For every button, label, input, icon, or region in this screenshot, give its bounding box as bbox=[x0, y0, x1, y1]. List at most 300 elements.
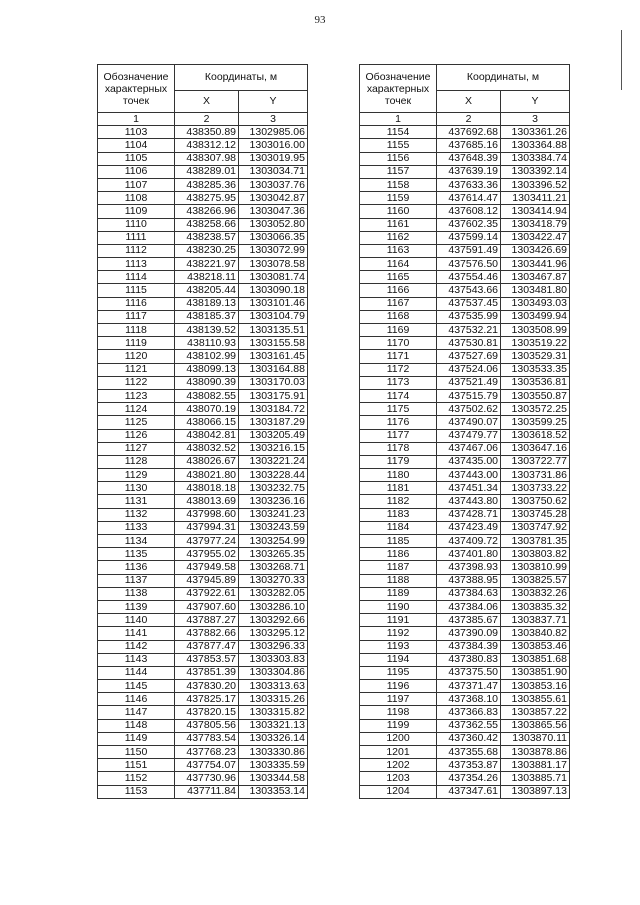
y-coordinate-cell: 1303205.49 bbox=[239, 429, 308, 442]
y-coordinate-cell: 1303810.99 bbox=[501, 561, 570, 574]
y-coordinate-cell: 1303835.32 bbox=[501, 600, 570, 613]
table-row bbox=[98, 495, 308, 508]
x-coordinate-cell: 438189.13 bbox=[175, 297, 239, 310]
point-id-cell: 1187 bbox=[360, 561, 437, 574]
point-id-cell: 1196 bbox=[360, 680, 437, 693]
x-coordinate-cell: 438275.95 bbox=[175, 192, 239, 205]
point-id-cell: 1193 bbox=[360, 640, 437, 653]
y-coordinate-cell: 1303034.71 bbox=[239, 165, 308, 178]
header-point-designation: Обозначение характерных точек bbox=[98, 65, 175, 113]
table-row bbox=[360, 785, 570, 798]
table-row bbox=[360, 442, 570, 455]
point-id-cell: 1194 bbox=[360, 653, 437, 666]
x-coordinate-cell: 437428.71 bbox=[437, 508, 501, 521]
point-id-cell: 1112 bbox=[98, 244, 175, 257]
point-id-cell: 1117 bbox=[98, 310, 175, 323]
table-row bbox=[98, 759, 308, 772]
header-coordinates: Координаты, м bbox=[175, 65, 308, 91]
x-coordinate-cell: 438289.01 bbox=[175, 165, 239, 178]
point-id-cell: 1179 bbox=[360, 455, 437, 468]
table-row bbox=[360, 772, 570, 785]
point-id-cell: 1127 bbox=[98, 442, 175, 455]
table-row bbox=[98, 178, 308, 191]
x-coordinate-cell: 437825.17 bbox=[175, 693, 239, 706]
point-id-cell: 1154 bbox=[360, 126, 437, 139]
y-coordinate-cell: 1303330.86 bbox=[239, 746, 308, 759]
x-coordinate-cell: 437945.89 bbox=[175, 574, 239, 587]
x-coordinate-cell: 438066.15 bbox=[175, 416, 239, 429]
point-id-cell: 1174 bbox=[360, 389, 437, 402]
point-id-cell: 1105 bbox=[98, 152, 175, 165]
table-row bbox=[98, 627, 308, 640]
y-coordinate-cell: 1303066.35 bbox=[239, 231, 308, 244]
table-row bbox=[98, 666, 308, 679]
point-id-cell: 1145 bbox=[98, 680, 175, 693]
table-row bbox=[98, 258, 308, 271]
table-row bbox=[98, 205, 308, 218]
y-coordinate-cell: 1303221.24 bbox=[239, 455, 308, 468]
table-row bbox=[98, 271, 308, 284]
point-id-cell: 1156 bbox=[360, 152, 437, 165]
table-row bbox=[360, 666, 570, 679]
point-id-cell: 1146 bbox=[98, 693, 175, 706]
point-id-cell: 1123 bbox=[98, 389, 175, 402]
y-coordinate-cell: 1303303.83 bbox=[239, 653, 308, 666]
table-row bbox=[360, 165, 570, 178]
point-id-cell: 1191 bbox=[360, 614, 437, 627]
x-coordinate-cell: 437633.36 bbox=[437, 178, 501, 191]
y-coordinate-cell: 1303878.86 bbox=[501, 746, 570, 759]
point-id-cell: 1153 bbox=[98, 785, 175, 798]
point-id-cell: 1177 bbox=[360, 429, 437, 442]
x-coordinate-cell: 437882.66 bbox=[175, 627, 239, 640]
x-coordinate-cell: 437443.80 bbox=[437, 495, 501, 508]
point-id-cell: 1126 bbox=[98, 429, 175, 442]
table-row bbox=[360, 152, 570, 165]
y-coordinate-cell: 1303135.51 bbox=[239, 324, 308, 337]
y-coordinate-cell: 1303296.33 bbox=[239, 640, 308, 653]
y-coordinate-cell: 1303042.87 bbox=[239, 192, 308, 205]
table-row bbox=[98, 297, 308, 310]
point-id-cell: 1133 bbox=[98, 521, 175, 534]
point-id-cell: 1155 bbox=[360, 139, 437, 152]
x-coordinate-cell: 438026.67 bbox=[175, 455, 239, 468]
y-coordinate-cell: 1303216.15 bbox=[239, 442, 308, 455]
point-id-cell: 1167 bbox=[360, 297, 437, 310]
point-id-cell: 1108 bbox=[98, 192, 175, 205]
x-coordinate-cell: 437685.16 bbox=[437, 139, 501, 152]
point-id-cell: 1180 bbox=[360, 469, 437, 482]
y-coordinate-cell: 1303016.00 bbox=[239, 139, 308, 152]
table-row bbox=[98, 350, 308, 363]
y-coordinate-cell: 1303104.79 bbox=[239, 310, 308, 323]
x-coordinate-cell: 437537.45 bbox=[437, 297, 501, 310]
table-row bbox=[98, 218, 308, 231]
x-coordinate-cell: 437754.07 bbox=[175, 759, 239, 772]
table-row bbox=[98, 165, 308, 178]
x-coordinate-cell: 438021.80 bbox=[175, 469, 239, 482]
x-coordinate-cell: 437532.21 bbox=[437, 324, 501, 337]
x-coordinate-cell: 437602.35 bbox=[437, 218, 501, 231]
point-id-cell: 1183 bbox=[360, 508, 437, 521]
y-coordinate-cell: 1303270.33 bbox=[239, 574, 308, 587]
y-coordinate-cell: 1303236.16 bbox=[239, 495, 308, 508]
point-id-cell: 1165 bbox=[360, 271, 437, 284]
x-coordinate-cell: 437354.26 bbox=[437, 772, 501, 785]
table-row bbox=[98, 469, 308, 482]
table-row bbox=[98, 746, 308, 759]
x-coordinate-cell: 438218.11 bbox=[175, 271, 239, 284]
y-coordinate-cell: 1303493.03 bbox=[501, 297, 570, 310]
table-row bbox=[360, 548, 570, 561]
table-body-left bbox=[98, 126, 308, 799]
point-id-cell: 1159 bbox=[360, 192, 437, 205]
table-row bbox=[360, 218, 570, 231]
y-coordinate-cell: 1303851.90 bbox=[501, 666, 570, 679]
header-y: Y bbox=[501, 90, 570, 112]
y-coordinate-cell: 1303499.94 bbox=[501, 310, 570, 323]
y-coordinate-cell: 1303536.81 bbox=[501, 376, 570, 389]
table-row bbox=[98, 442, 308, 455]
point-id-cell: 1172 bbox=[360, 363, 437, 376]
point-id-cell: 1201 bbox=[360, 746, 437, 759]
table-row bbox=[98, 363, 308, 376]
point-id-cell: 1114 bbox=[98, 271, 175, 284]
point-id-cell: 1158 bbox=[360, 178, 437, 191]
y-coordinate-cell: 1303519.22 bbox=[501, 337, 570, 350]
y-coordinate-cell: 1303047.36 bbox=[239, 205, 308, 218]
table-row bbox=[360, 561, 570, 574]
table-row bbox=[360, 126, 570, 139]
x-coordinate-cell: 438070.19 bbox=[175, 403, 239, 416]
x-coordinate-cell: 437451.34 bbox=[437, 482, 501, 495]
table-row bbox=[360, 706, 570, 719]
header-x: X bbox=[437, 90, 501, 112]
x-coordinate-cell: 438102.99 bbox=[175, 350, 239, 363]
x-coordinate-cell: 437385.67 bbox=[437, 614, 501, 627]
x-coordinate-cell: 437535.99 bbox=[437, 310, 501, 323]
x-coordinate-cell: 438205.44 bbox=[175, 284, 239, 297]
point-id-cell: 1175 bbox=[360, 403, 437, 416]
x-coordinate-cell: 437877.47 bbox=[175, 640, 239, 653]
table-row bbox=[360, 759, 570, 772]
point-id-cell: 1176 bbox=[360, 416, 437, 429]
point-id-cell: 1131 bbox=[98, 495, 175, 508]
point-id-cell: 1186 bbox=[360, 548, 437, 561]
point-id-cell: 1148 bbox=[98, 719, 175, 732]
x-coordinate-cell: 438032.52 bbox=[175, 442, 239, 455]
table-row bbox=[98, 429, 308, 442]
x-coordinate-cell: 437853.57 bbox=[175, 653, 239, 666]
point-id-cell: 1129 bbox=[98, 469, 175, 482]
table-row bbox=[98, 574, 308, 587]
y-coordinate-cell: 1303304.86 bbox=[239, 666, 308, 679]
point-id-cell: 1113 bbox=[98, 258, 175, 271]
x-coordinate-cell: 438350.89 bbox=[175, 126, 239, 139]
coordinates-table-right bbox=[359, 64, 570, 799]
y-coordinate-cell: 1303550.87 bbox=[501, 389, 570, 402]
x-coordinate-cell: 437384.39 bbox=[437, 640, 501, 653]
point-id-cell: 1190 bbox=[360, 600, 437, 613]
x-coordinate-cell: 438110.93 bbox=[175, 337, 239, 350]
table-row bbox=[98, 561, 308, 574]
x-coordinate-cell: 437851.39 bbox=[175, 666, 239, 679]
table-row bbox=[360, 139, 570, 152]
point-id-cell: 1107 bbox=[98, 178, 175, 191]
y-coordinate-cell: 1303170.03 bbox=[239, 376, 308, 389]
x-coordinate-cell: 437435.00 bbox=[437, 455, 501, 468]
y-coordinate-cell: 1303268.71 bbox=[239, 561, 308, 574]
y-coordinate-cell: 1303228.44 bbox=[239, 469, 308, 482]
y-coordinate-cell: 1303313.63 bbox=[239, 680, 308, 693]
x-coordinate-cell: 437527.69 bbox=[437, 350, 501, 363]
y-coordinate-cell: 1303855.61 bbox=[501, 693, 570, 706]
y-coordinate-cell: 1303533.35 bbox=[501, 363, 570, 376]
table-row bbox=[360, 178, 570, 191]
y-coordinate-cell: 1303733.22 bbox=[501, 482, 570, 495]
point-id-cell: 1202 bbox=[360, 759, 437, 772]
table-row bbox=[360, 508, 570, 521]
y-coordinate-cell: 1303254.99 bbox=[239, 535, 308, 548]
x-coordinate-cell: 437591.49 bbox=[437, 244, 501, 257]
table-row bbox=[360, 363, 570, 376]
point-id-cell: 1168 bbox=[360, 310, 437, 323]
y-coordinate-cell: 1303052.80 bbox=[239, 218, 308, 231]
x-coordinate-cell: 437366.83 bbox=[437, 706, 501, 719]
y-coordinate-cell: 1303164.88 bbox=[239, 363, 308, 376]
header-x: X bbox=[175, 90, 239, 112]
y-coordinate-cell: 1303750.62 bbox=[501, 495, 570, 508]
table-row bbox=[360, 416, 570, 429]
y-coordinate-cell: 1303422.47 bbox=[501, 231, 570, 244]
point-id-cell: 1116 bbox=[98, 297, 175, 310]
y-coordinate-cell: 1303418.79 bbox=[501, 218, 570, 231]
table-row bbox=[360, 732, 570, 745]
point-id-cell: 1151 bbox=[98, 759, 175, 772]
header-point-designation: Обозначение характерных точек bbox=[360, 65, 437, 113]
point-id-cell: 1109 bbox=[98, 205, 175, 218]
table-row bbox=[98, 389, 308, 402]
table-row bbox=[98, 455, 308, 468]
point-id-cell: 1122 bbox=[98, 376, 175, 389]
table-row bbox=[360, 627, 570, 640]
table-row bbox=[360, 324, 570, 337]
y-coordinate-cell: 1303825.57 bbox=[501, 574, 570, 587]
table-row bbox=[360, 192, 570, 205]
y-coordinate-cell: 1303832.26 bbox=[501, 587, 570, 600]
point-id-cell: 1106 bbox=[98, 165, 175, 178]
column-number-3: 3 bbox=[501, 113, 570, 126]
y-coordinate-cell: 1303865.56 bbox=[501, 719, 570, 732]
y-coordinate-cell: 1303853.46 bbox=[501, 640, 570, 653]
y-coordinate-cell: 1303241.23 bbox=[239, 508, 308, 521]
point-id-cell: 1147 bbox=[98, 706, 175, 719]
point-id-cell: 1160 bbox=[360, 205, 437, 218]
column-number-2: 2 bbox=[437, 113, 501, 126]
table-body-right bbox=[360, 126, 570, 799]
x-coordinate-cell: 437353.87 bbox=[437, 759, 501, 772]
table-row bbox=[360, 403, 570, 416]
y-coordinate-cell: 1303481.80 bbox=[501, 284, 570, 297]
table-row bbox=[360, 429, 570, 442]
y-coordinate-cell: 1303840.82 bbox=[501, 627, 570, 640]
y-coordinate-cell: 1303731.86 bbox=[501, 469, 570, 482]
x-coordinate-cell: 437409.72 bbox=[437, 535, 501, 548]
column-number-1: 1 bbox=[360, 113, 437, 126]
y-coordinate-cell: 1303232.75 bbox=[239, 482, 308, 495]
table-row bbox=[98, 324, 308, 337]
y-coordinate-cell: 1303885.71 bbox=[501, 772, 570, 785]
y-coordinate-cell: 1303265.35 bbox=[239, 548, 308, 561]
table-row bbox=[98, 508, 308, 521]
point-id-cell: 1136 bbox=[98, 561, 175, 574]
table-row bbox=[360, 535, 570, 548]
y-coordinate-cell: 1303467.87 bbox=[501, 271, 570, 284]
y-coordinate-cell: 1303441.96 bbox=[501, 258, 570, 271]
x-coordinate-cell: 437554.46 bbox=[437, 271, 501, 284]
x-coordinate-cell: 437371.47 bbox=[437, 680, 501, 693]
point-id-cell: 1164 bbox=[360, 258, 437, 271]
x-coordinate-cell: 437783.54 bbox=[175, 732, 239, 745]
x-coordinate-cell: 438221.97 bbox=[175, 258, 239, 271]
table-row bbox=[98, 139, 308, 152]
table-row bbox=[360, 297, 570, 310]
table-row bbox=[98, 693, 308, 706]
y-coordinate-cell: 1303295.12 bbox=[239, 627, 308, 640]
point-id-cell: 1169 bbox=[360, 324, 437, 337]
table-row bbox=[98, 231, 308, 244]
table-row bbox=[98, 403, 308, 416]
y-coordinate-cell: 1303321.13 bbox=[239, 719, 308, 732]
x-coordinate-cell: 438099.13 bbox=[175, 363, 239, 376]
point-id-cell: 1139 bbox=[98, 600, 175, 613]
table-row bbox=[98, 284, 308, 297]
point-id-cell: 1150 bbox=[98, 746, 175, 759]
x-coordinate-cell: 437639.19 bbox=[437, 165, 501, 178]
x-coordinate-cell: 437576.50 bbox=[437, 258, 501, 271]
y-coordinate-cell: 1303292.66 bbox=[239, 614, 308, 627]
table-row bbox=[98, 521, 308, 534]
y-coordinate-cell: 1303090.18 bbox=[239, 284, 308, 297]
x-coordinate-cell: 437998.60 bbox=[175, 508, 239, 521]
x-coordinate-cell: 437955.02 bbox=[175, 548, 239, 561]
point-id-cell: 1143 bbox=[98, 653, 175, 666]
point-id-cell: 1138 bbox=[98, 587, 175, 600]
y-coordinate-cell: 1303282.05 bbox=[239, 587, 308, 600]
table-row bbox=[360, 337, 570, 350]
y-coordinate-cell: 1303837.71 bbox=[501, 614, 570, 627]
y-coordinate-cell: 1303361.26 bbox=[501, 126, 570, 139]
table-row bbox=[360, 205, 570, 218]
y-coordinate-cell: 1303722.77 bbox=[501, 455, 570, 468]
table-row bbox=[360, 258, 570, 271]
y-coordinate-cell: 1303870.11 bbox=[501, 732, 570, 745]
x-coordinate-cell: 437730.96 bbox=[175, 772, 239, 785]
y-coordinate-cell: 1303353.14 bbox=[239, 785, 308, 798]
table-row bbox=[360, 521, 570, 534]
point-id-cell: 1125 bbox=[98, 416, 175, 429]
point-id-cell: 1171 bbox=[360, 350, 437, 363]
table-row bbox=[98, 337, 308, 350]
y-coordinate-cell: 1303396.52 bbox=[501, 178, 570, 191]
y-coordinate-cell: 1303508.99 bbox=[501, 324, 570, 337]
point-id-cell: 1121 bbox=[98, 363, 175, 376]
x-coordinate-cell: 437820.15 bbox=[175, 706, 239, 719]
x-coordinate-cell: 437922.61 bbox=[175, 587, 239, 600]
y-coordinate-cell: 1303857.22 bbox=[501, 706, 570, 719]
table-row bbox=[360, 482, 570, 495]
point-id-cell: 1157 bbox=[360, 165, 437, 178]
point-id-cell: 1135 bbox=[98, 548, 175, 561]
x-coordinate-cell: 438018.18 bbox=[175, 482, 239, 495]
point-id-cell: 1110 bbox=[98, 218, 175, 231]
table-row bbox=[360, 614, 570, 627]
y-coordinate-cell: 1303037.76 bbox=[239, 178, 308, 191]
x-coordinate-cell: 437648.39 bbox=[437, 152, 501, 165]
x-coordinate-cell: 437423.49 bbox=[437, 521, 501, 534]
point-id-cell: 1137 bbox=[98, 574, 175, 587]
table-row bbox=[360, 389, 570, 402]
y-coordinate-cell: 1303286.10 bbox=[239, 600, 308, 613]
table-row bbox=[98, 600, 308, 613]
table-row bbox=[360, 376, 570, 389]
x-coordinate-cell: 437502.62 bbox=[437, 403, 501, 416]
point-id-cell: 1178 bbox=[360, 442, 437, 455]
table-row bbox=[360, 653, 570, 666]
table-row bbox=[360, 680, 570, 693]
point-id-cell: 1181 bbox=[360, 482, 437, 495]
x-coordinate-cell: 437977.24 bbox=[175, 535, 239, 548]
table-row bbox=[360, 719, 570, 732]
point-id-cell: 1132 bbox=[98, 508, 175, 521]
point-id-cell: 1152 bbox=[98, 772, 175, 785]
point-id-cell: 1130 bbox=[98, 482, 175, 495]
table-row bbox=[98, 535, 308, 548]
table-row bbox=[98, 376, 308, 389]
table-row bbox=[360, 469, 570, 482]
column-number-1: 1 bbox=[98, 113, 175, 126]
x-coordinate-cell: 437362.55 bbox=[437, 719, 501, 732]
x-coordinate-cell: 437543.66 bbox=[437, 284, 501, 297]
point-id-cell: 1195 bbox=[360, 666, 437, 679]
y-coordinate-cell: 1303781.35 bbox=[501, 535, 570, 548]
point-id-cell: 1163 bbox=[360, 244, 437, 257]
x-coordinate-cell: 438238.57 bbox=[175, 231, 239, 244]
table-row bbox=[360, 271, 570, 284]
table-row bbox=[360, 746, 570, 759]
y-coordinate-cell: 1303618.52 bbox=[501, 429, 570, 442]
x-coordinate-cell: 437401.80 bbox=[437, 548, 501, 561]
x-coordinate-cell: 437479.77 bbox=[437, 429, 501, 442]
point-id-cell: 1141 bbox=[98, 627, 175, 640]
x-coordinate-cell: 437443.00 bbox=[437, 469, 501, 482]
x-coordinate-cell: 437390.09 bbox=[437, 627, 501, 640]
point-id-cell: 1200 bbox=[360, 732, 437, 745]
x-coordinate-cell: 437375.50 bbox=[437, 666, 501, 679]
x-coordinate-cell: 438082.55 bbox=[175, 389, 239, 402]
x-coordinate-cell: 437521.49 bbox=[437, 376, 501, 389]
y-coordinate-cell: 1303414.94 bbox=[501, 205, 570, 218]
table-row bbox=[98, 653, 308, 666]
table-row bbox=[98, 706, 308, 719]
table-row bbox=[98, 640, 308, 653]
point-id-cell: 1182 bbox=[360, 495, 437, 508]
table-row bbox=[360, 244, 570, 257]
table-row bbox=[360, 587, 570, 600]
point-id-cell: 1104 bbox=[98, 139, 175, 152]
x-coordinate-cell: 437614.47 bbox=[437, 192, 501, 205]
y-coordinate-cell: 1303853.16 bbox=[501, 680, 570, 693]
